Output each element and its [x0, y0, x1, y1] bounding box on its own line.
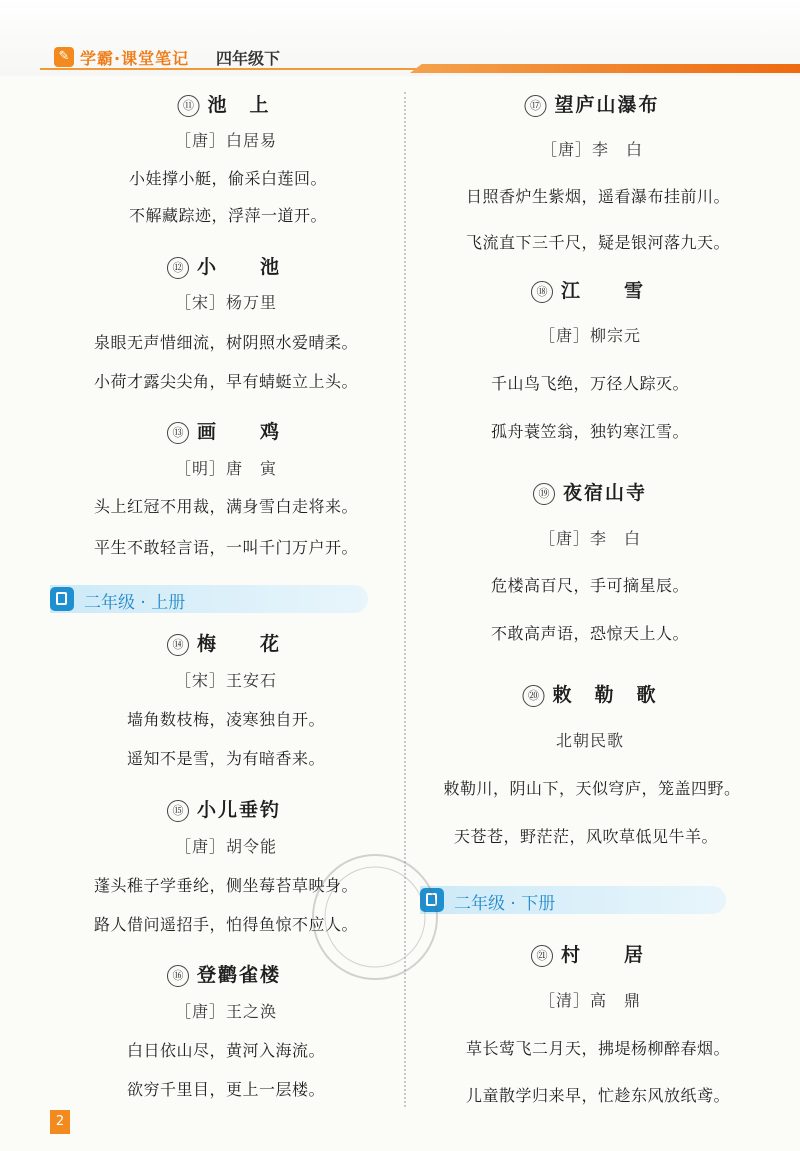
poem-title-text: 望庐山瀑布 [554, 94, 660, 116]
poem-title [524, 90, 659, 117]
poem-author: ［唐］王之涣 [174, 1002, 278, 1021]
section-header [50, 585, 368, 613]
poem-number: ⑫ [167, 257, 189, 279]
poem-author: ［唐］李 白 [538, 529, 642, 548]
poem-line: 路人借问遥招手，怕得鱼惊不应人。 [93, 915, 359, 934]
poem-number: ㉑ [531, 945, 553, 967]
poem-line: 白日依山尽，黄河入海流。 [126, 1041, 326, 1060]
poem-line: 墙角数枝梅，凌寒独自开。 [126, 710, 326, 729]
brand-title: 学霸·课堂笔记 [80, 49, 190, 68]
poem-line: 欲穷千里目，更上一层楼。 [126, 1080, 326, 1099]
poem-author: ［明］唐 寅 [174, 459, 278, 478]
poem-line: 儿童散学归来早，忙趁东风放纸鸢。 [465, 1086, 731, 1105]
poem-line: 孤舟蓑笠翁，独钓寒江雪。 [490, 422, 690, 441]
poem-line: 蓬头稚子学垂纶，侧坐莓苔草映身。 [93, 876, 359, 895]
poem-author: ［唐］李 白 [540, 140, 644, 159]
poem-line: 天苍苍，野茫茫，风吹草低见牛羊。 [453, 827, 719, 846]
poem-number: ⑪ [177, 95, 199, 117]
poem-line: 小娃撑小艇，偷采白莲回。 [128, 169, 328, 188]
stamp-watermark [300, 842, 450, 992]
poem-title [167, 629, 281, 656]
poem-author: ［宋］王安石 [174, 671, 278, 690]
poem-line: 不敢高声语，恐惊天上人。 [490, 624, 690, 643]
poem-line: 日照香炉生紫烟，遥看瀑布挂前川。 [465, 187, 731, 206]
poem-line: 遥知不是雪，为有暗香来。 [126, 749, 326, 768]
poem-number: ⑳ [522, 685, 544, 707]
poem-number: ⑲ [533, 483, 555, 505]
poem-title-text: 敕 勒 歌 [552, 684, 658, 706]
poem-line: 平生不敢轻言语，一叫千门万户开。 [93, 538, 359, 557]
poem-line: 小荷才露尖尖角，早有蜻蜓立上头。 [93, 372, 359, 391]
page-number: 2 [50, 1110, 70, 1134]
poem-title [531, 276, 645, 303]
poem-author: ［唐］白居易 [174, 131, 278, 150]
poem-title-text: 小 池 [196, 256, 282, 278]
pencil-icon: ✎ [54, 47, 74, 67]
header-accent-bar [410, 64, 800, 73]
poem-line: 飞流直下三千尺，疑是银河落九天。 [465, 233, 731, 252]
poem-number: ⑯ [167, 965, 189, 987]
poem-title-text: 江 雪 [560, 280, 646, 302]
section-header [420, 886, 726, 914]
poem-author: ［宋］杨万里 [174, 293, 278, 312]
poem-line: 危楼高百尺，手可摘星辰。 [490, 576, 690, 595]
poem-title [167, 252, 281, 279]
poem-line: 千山鸟飞绝，万径人踪灭。 [490, 374, 690, 393]
poem-title-text: 小儿垂钓 [196, 799, 282, 821]
poem-author: 北朝民歌 [555, 731, 625, 750]
poem-title [522, 680, 657, 707]
poem-number: ⑮ [167, 800, 189, 822]
poem-line: 不解藏踪迹，浮萍一道开。 [128, 206, 328, 225]
poem-author: ［清］高 鼎 [538, 991, 642, 1010]
section-label: 二年级 · 上册 [84, 593, 186, 613]
poem-title-text: 池 上 [207, 94, 271, 116]
poem-author: ［唐］胡令能 [174, 837, 278, 856]
page-header [0, 0, 800, 76]
poem-title-text: 夜宿山寺 [562, 482, 648, 504]
poem-title-text: 村 居 [560, 944, 646, 966]
poem-title [531, 940, 645, 967]
poem-number: ⑭ [167, 634, 189, 656]
poem-line: 敕勒川，阴山下，天似穹庐，笼盖四野。 [443, 779, 741, 798]
poem-title [533, 478, 647, 505]
poem-title [167, 960, 281, 987]
poem-title-text: 登鹳雀楼 [196, 964, 282, 986]
poem-title [177, 90, 270, 117]
poem-line: 泉眼无声惜细流，树阴照水爱晴柔。 [93, 333, 359, 352]
poem-number: ⑬ [167, 422, 189, 444]
poem-line: 草长莺飞二月天，拂堤杨柳醉春烟。 [465, 1039, 731, 1058]
poem-title-text: 画 鸡 [196, 421, 282, 443]
poem-number: ⑱ [531, 281, 553, 303]
poem-title [167, 417, 281, 444]
poem-number: ⑰ [524, 95, 546, 117]
poem-line: 头上红冠不用裁，满身雪白走将来。 [93, 497, 359, 516]
book-icon [50, 587, 74, 611]
grade-label: 四年级下 [216, 49, 281, 68]
poem-author: ［唐］柳宗元 [538, 326, 642, 345]
section-label: 二年级 · 下册 [454, 894, 556, 914]
poem-title [167, 795, 281, 822]
poem-title-text: 梅 花 [196, 633, 282, 655]
